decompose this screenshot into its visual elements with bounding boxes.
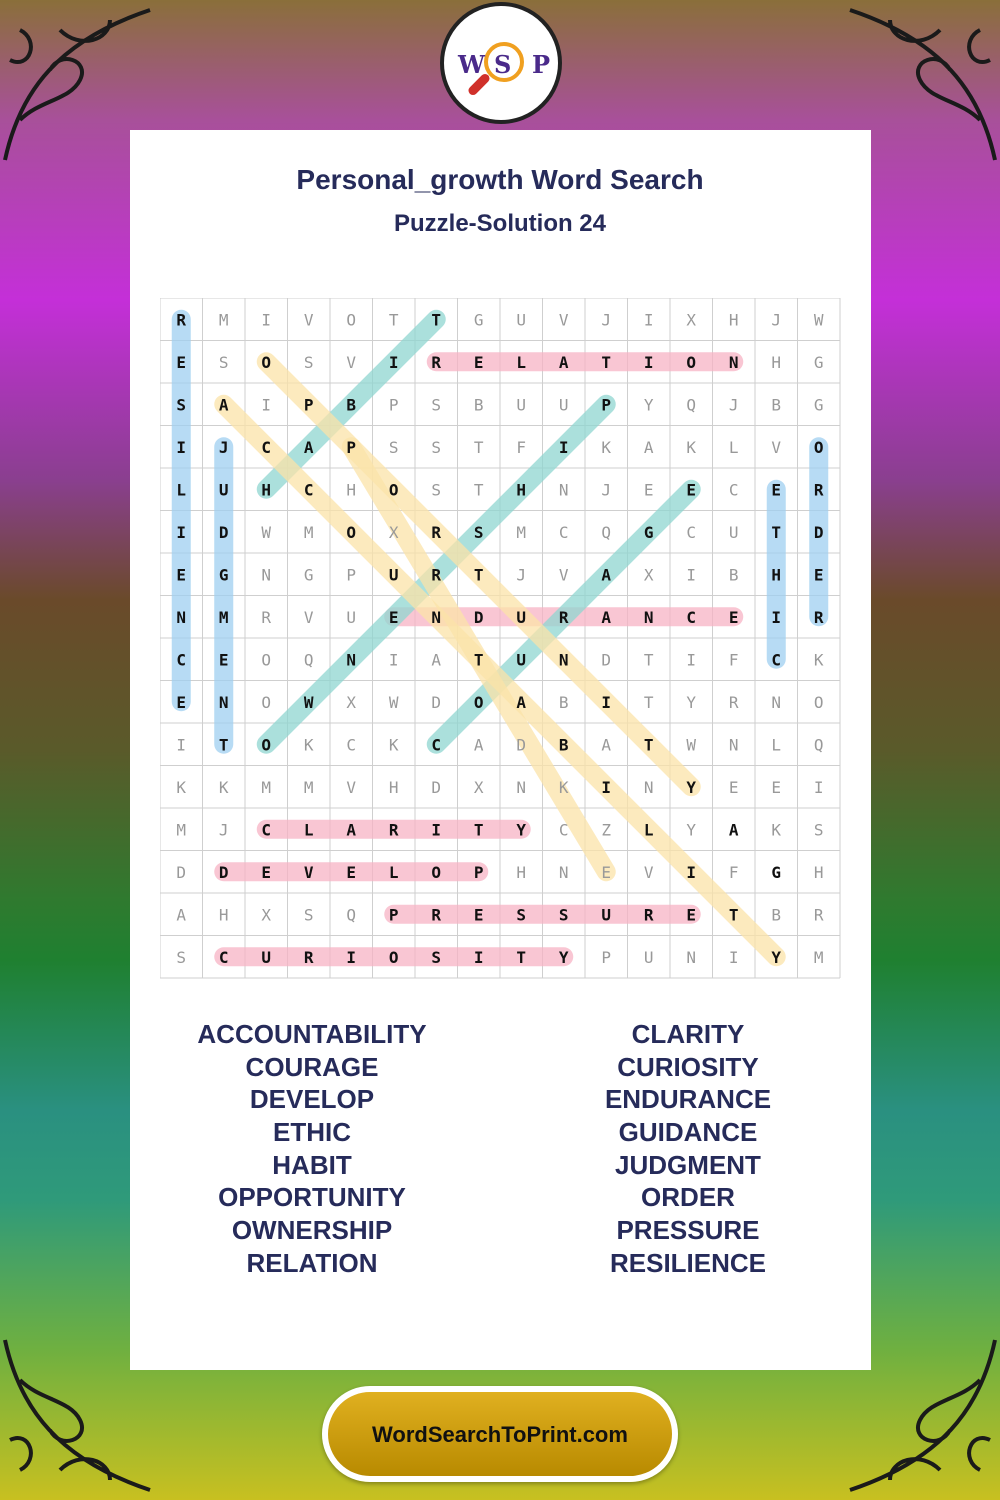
grid-letter: E	[346, 862, 357, 882]
grid-letter: E	[176, 692, 187, 712]
grid-letter: W	[388, 692, 399, 712]
grid-letter: P	[473, 862, 484, 882]
grid-letter: V	[558, 310, 569, 330]
grid-letter: A	[431, 650, 442, 670]
grid-letter: K	[686, 437, 697, 457]
grid-letter: N	[558, 650, 569, 670]
grid-letter: I	[643, 310, 654, 330]
grid-letter: X	[346, 692, 357, 712]
grid-letter: K	[771, 820, 782, 840]
grid-letter: H	[771, 565, 782, 585]
grid-letter: R	[261, 607, 272, 627]
grid-letter: R	[813, 905, 824, 925]
grid-letter: I	[261, 395, 272, 415]
grid-letter: C	[431, 735, 442, 755]
grid-letter: Y	[686, 777, 697, 797]
grid-letter: U	[643, 947, 654, 967]
page-subtitle: Puzzle-Solution 24	[393, 210, 606, 237]
grid-letter: B	[771, 905, 782, 925]
website-banner[interactable]	[322, 1386, 678, 1482]
grid-letter: C	[176, 650, 187, 670]
grid-letter: D	[218, 862, 229, 882]
grid-letter: N	[218, 692, 229, 712]
grid-letter: L	[388, 862, 399, 882]
grid-letter: D	[431, 777, 442, 797]
logo-letter-s: S	[494, 50, 512, 79]
grid-letter: P	[346, 565, 357, 585]
page-title: Personal_growth Word Search	[296, 164, 704, 195]
grid-letter: W	[261, 522, 272, 542]
grid-letter: M	[516, 522, 527, 542]
grid-letter: T	[473, 480, 484, 500]
grid-letter: M	[303, 777, 314, 797]
grid-letter: H	[516, 862, 527, 882]
word-item: OWNERSHIP	[231, 1215, 393, 1246]
grid-letter: W	[303, 692, 314, 712]
grid-letter: S	[218, 352, 229, 372]
grid-letter: U	[516, 607, 527, 627]
grid-letter: O	[261, 352, 272, 372]
word-list-right	[538, 1018, 838, 1280]
grid-letter: B	[771, 395, 782, 415]
grid-letter: T	[473, 565, 484, 585]
word-item: ENDURANCE	[604, 1084, 772, 1115]
grid-letter: O	[261, 735, 272, 755]
grid-letter: U	[516, 650, 527, 670]
grid-letter: U	[346, 607, 357, 627]
grid-letter: H	[218, 905, 229, 925]
word-item: ETHIC	[273, 1117, 351, 1148]
grid-letter: L	[728, 437, 739, 457]
grid-letter: N	[261, 565, 272, 585]
grid-letter: G	[643, 522, 654, 542]
grid-letter: P	[601, 395, 612, 415]
grid-letter: N	[771, 692, 782, 712]
grid-letter: Q	[346, 905, 357, 925]
grid-letter: D	[813, 522, 824, 542]
grid-letter: X	[643, 565, 654, 585]
grid-letter: O	[261, 692, 272, 712]
grid-letter: L	[303, 820, 314, 840]
grid-letter: E	[388, 607, 399, 627]
grid-letter: P	[388, 905, 399, 925]
grid-letter: N	[686, 947, 697, 967]
word-list-left	[162, 1018, 462, 1280]
grid-letter: E	[601, 862, 612, 882]
grid-letter: T	[516, 947, 527, 967]
grid-letter: A	[601, 607, 612, 627]
grid-letter: Y	[643, 395, 654, 415]
grid-letter: K	[303, 735, 314, 755]
grid-letter: E	[218, 650, 229, 670]
grid-letter: B	[558, 735, 569, 755]
grid-letter: Q	[813, 735, 824, 755]
grid-letter: O	[473, 692, 484, 712]
grid-letter: G	[473, 310, 484, 330]
grid-letter: Y	[516, 820, 527, 840]
grid-letter: X	[686, 310, 697, 330]
grid-letter: C	[771, 650, 782, 670]
word-item: PRESSURE	[616, 1215, 760, 1246]
grid-letter: H	[261, 480, 272, 500]
grid-letter: V	[346, 352, 357, 372]
grid-letter: J	[218, 437, 229, 457]
grid-letter: R	[728, 692, 739, 712]
grid-letter: C	[686, 522, 697, 542]
grid-letter: L	[771, 735, 782, 755]
grid-letter: K	[601, 437, 612, 457]
grid-letter: Y	[558, 947, 569, 967]
grid-letter: S	[176, 395, 187, 415]
grid-letter: H	[346, 480, 357, 500]
grid-letter: T	[388, 310, 399, 330]
grid-letter: H	[771, 352, 782, 372]
grid-letter: Y	[771, 947, 782, 967]
grid-letter: X	[388, 522, 399, 542]
grid-letter: A	[218, 395, 229, 415]
grid-letter: I	[601, 692, 612, 712]
grid-letter: J	[601, 480, 612, 500]
website-link[interactable]: WordSearchToPrint.com	[372, 1422, 628, 1447]
grid-letter: J	[218, 820, 229, 840]
grid-letter: P	[303, 395, 314, 415]
grid-letter: B	[346, 395, 357, 415]
grid-letter: H	[728, 310, 739, 330]
grid-letter: R	[431, 352, 442, 372]
grid-letter: E	[771, 480, 782, 500]
grid-letter: D	[516, 735, 527, 755]
grid-letter: R	[558, 607, 569, 627]
grid-letter: T	[218, 735, 229, 755]
grid-letter: C	[346, 735, 357, 755]
grid-letter: I	[176, 735, 187, 755]
grid-letter: E	[813, 565, 824, 585]
grid-letter: I	[686, 565, 697, 585]
grid-letter: R	[643, 905, 654, 925]
grid-letter: Q	[686, 395, 697, 415]
grid-letter: N	[346, 650, 357, 670]
grid-letter: H	[388, 777, 399, 797]
grid-letter: N	[728, 735, 739, 755]
grid-letter: G	[771, 862, 782, 882]
word-item: RESILIENCE	[609, 1247, 767, 1278]
grid-letter: F	[516, 437, 527, 457]
grid-letter: S	[431, 480, 442, 500]
grid-letter: A	[176, 905, 187, 925]
grid-letter: I	[388, 352, 399, 372]
grid-letter: F	[728, 650, 739, 670]
grid-letter: Q	[303, 650, 314, 670]
word-item: RELATION	[246, 1247, 378, 1278]
grid-letter: B	[473, 395, 484, 415]
grid-letter: V	[303, 862, 314, 882]
grid-letter: E	[686, 905, 697, 925]
grid-letter: A	[346, 820, 357, 840]
grid-letter: S	[303, 352, 314, 372]
grid-letter: N	[431, 607, 442, 627]
grid-letter: E	[771, 777, 782, 797]
grid-letter: A	[516, 692, 527, 712]
grid-letter: T	[728, 905, 739, 925]
grid-letter: A	[643, 437, 654, 457]
grid-letter: J	[771, 310, 782, 330]
grid-letter: E	[643, 480, 654, 500]
grid-letter: E	[728, 777, 739, 797]
grid-letter: F	[728, 862, 739, 882]
grid-letter: J	[728, 395, 739, 415]
grid-letter: S	[813, 820, 824, 840]
grid-letter: K	[176, 777, 187, 797]
grid-letter: H	[516, 480, 527, 500]
grid-letter: T	[473, 437, 484, 457]
grid-letter: S	[388, 437, 399, 457]
grid-letter: X	[473, 777, 484, 797]
grid-letter: E	[473, 352, 484, 372]
grid-letter: M	[303, 522, 314, 542]
grid-letter: I	[686, 862, 697, 882]
grid-letter: T	[473, 650, 484, 670]
word-item: OPPORTUNITY	[218, 1182, 406, 1213]
grid-letter: T	[643, 735, 654, 755]
grid-letter: I	[771, 607, 782, 627]
grid-letter: A	[558, 352, 569, 372]
grid-letter: I	[346, 947, 357, 967]
grid-letter: V	[303, 607, 314, 627]
grid-letter: A	[473, 735, 484, 755]
grid-letter: C	[261, 820, 272, 840]
grid-letter: U	[261, 947, 272, 967]
grid-letter: T	[643, 650, 654, 670]
grid-letter: O	[813, 437, 824, 457]
grid-letter: I	[728, 947, 739, 967]
logo	[440, 2, 562, 124]
logo-letter-p: P	[532, 50, 551, 79]
word-item: CLARITY	[631, 1019, 745, 1049]
grid-letter: P	[601, 947, 612, 967]
grid-letter: T	[473, 820, 484, 840]
word-item: DEVELOP	[249, 1084, 375, 1115]
word-search-grid	[160, 298, 841, 979]
grid-letter: V	[558, 565, 569, 585]
grid-letter: O	[388, 480, 399, 500]
grid-letter: W	[686, 735, 697, 755]
word-item: JUDGMENT	[615, 1149, 761, 1180]
grid-letter: G	[813, 395, 824, 415]
grid-letter: M	[176, 820, 187, 840]
grid-letter: D	[473, 607, 484, 627]
grid-letter: O	[813, 692, 824, 712]
grid-letter: V	[771, 437, 782, 457]
grid-letter: G	[218, 565, 229, 585]
grid-letter: X	[261, 905, 272, 925]
grid-letter: L	[176, 480, 187, 500]
word-item: CURIOSITY	[617, 1051, 759, 1082]
grid-letter: E	[176, 565, 187, 585]
grid-letter: J	[601, 310, 612, 330]
grid-letter: V	[643, 862, 654, 882]
grid-letter: C	[303, 480, 314, 500]
grid-letter: I	[473, 947, 484, 967]
grid-letter: S	[558, 905, 569, 925]
grid-letter: G	[303, 565, 314, 585]
grid-letter: T	[431, 310, 442, 330]
grid-letter: O	[346, 522, 357, 542]
grid-letter: I	[388, 650, 399, 670]
grid-letter: N	[558, 862, 569, 882]
grid-letter: I	[261, 310, 272, 330]
grid-letter: L	[643, 820, 654, 840]
grid-letter: Q	[601, 522, 612, 542]
grid-letter: K	[813, 650, 824, 670]
grid-letter: C	[261, 437, 272, 457]
word-item: HABIT	[272, 1149, 352, 1180]
grid-letter: N	[643, 777, 654, 797]
grid-letter: R	[388, 820, 399, 840]
grid-letter: U	[388, 565, 399, 585]
grid-letter: S	[176, 947, 187, 967]
grid-letter: O	[346, 310, 357, 330]
grid-letter: B	[728, 565, 739, 585]
grid-letter: U	[601, 905, 612, 925]
grid-letter: T	[771, 522, 782, 542]
grid-letter: R	[176, 310, 187, 330]
grid-letter: E	[176, 352, 187, 372]
grid-letter: T	[643, 692, 654, 712]
grid-letter: N	[516, 777, 527, 797]
grid-letter: I	[601, 777, 612, 797]
grid-letter: N	[728, 352, 739, 372]
grid-letter: S	[516, 905, 527, 925]
grid-letter: R	[431, 905, 442, 925]
grid-letter: M	[218, 607, 229, 627]
grid-letter: I	[643, 352, 654, 372]
grid-letter: U	[728, 522, 739, 542]
grid-letter: O	[388, 947, 399, 967]
grid-letter: R	[303, 947, 314, 967]
word-item: COURAGE	[245, 1051, 379, 1082]
grid-letter: S	[473, 522, 484, 542]
grid-letter: K	[218, 777, 229, 797]
grid-letter: D	[218, 522, 229, 542]
grid-letter: O	[261, 650, 272, 670]
grid-letter: A	[601, 565, 612, 585]
grid-letter: C	[558, 522, 569, 542]
grid-letter: K	[388, 735, 399, 755]
grid-letter: O	[686, 352, 697, 372]
grid-letter: C	[686, 607, 697, 627]
grid-letter: S	[431, 437, 442, 457]
grid-letter: N	[558, 480, 569, 500]
grid-letter: L	[516, 352, 527, 372]
grid-letter: C	[558, 820, 569, 840]
grid-letter: R	[813, 480, 824, 500]
grid-letter: R	[813, 607, 824, 627]
grid-letter: U	[218, 480, 229, 500]
grid-letter: R	[431, 522, 442, 542]
grid-letter: E	[728, 607, 739, 627]
logo-letter-w: W	[458, 50, 485, 79]
grid-letter: D	[431, 692, 442, 712]
grid-letter: I	[558, 437, 569, 457]
grid-letter: C	[728, 480, 739, 500]
grid-letter: D	[601, 650, 612, 670]
grid-letter: M	[218, 310, 229, 330]
grid-letter: E	[686, 480, 697, 500]
grid-letter: T	[601, 352, 612, 372]
grid-letter: V	[346, 777, 357, 797]
grid-letter: M	[261, 777, 272, 797]
grid-letter: I	[176, 437, 187, 457]
grid-letter: S	[431, 947, 442, 967]
grid-letter: E	[473, 905, 484, 925]
grid-letter: A	[303, 437, 314, 457]
grid-letter: Y	[686, 820, 697, 840]
grid-letter: R	[431, 565, 442, 585]
grid-letter: U	[516, 310, 527, 330]
grid-letter: I	[176, 522, 187, 542]
word-item: ORDER	[641, 1182, 735, 1213]
grid-letter: A	[728, 820, 739, 840]
grid-letter: I	[813, 777, 824, 797]
grid-letter: G	[813, 352, 824, 372]
grid-letter: U	[516, 395, 527, 415]
grid-letter: P	[346, 437, 357, 457]
grid-letter: D	[176, 862, 187, 882]
grid-letter: O	[431, 862, 442, 882]
grid-letter: K	[558, 777, 569, 797]
word-item: ACCOUNTABILITY	[197, 1019, 427, 1049]
grid-letter: N	[176, 607, 187, 627]
grid-letter: E	[261, 862, 272, 882]
grid-letter: B	[558, 692, 569, 712]
grid-letter: H	[813, 862, 824, 882]
grid-letter: U	[558, 395, 569, 415]
word-item: GUIDANCE	[618, 1117, 758, 1148]
grid-letter: Y	[686, 692, 697, 712]
grid-letter: N	[643, 607, 654, 627]
grid-letter: P	[388, 395, 399, 415]
grid-letter: A	[601, 735, 612, 755]
grid-letter: W	[813, 310, 824, 330]
grid-letter: J	[516, 565, 527, 585]
grid-letter: I	[431, 820, 442, 840]
grid-letter: M	[813, 947, 824, 967]
grid-letter: Z	[601, 820, 612, 840]
grid-letter: I	[686, 650, 697, 670]
grid-letter: S	[431, 395, 442, 415]
grid-letter: S	[303, 905, 314, 925]
grid-letter: C	[218, 947, 229, 967]
grid-letter: V	[303, 310, 314, 330]
